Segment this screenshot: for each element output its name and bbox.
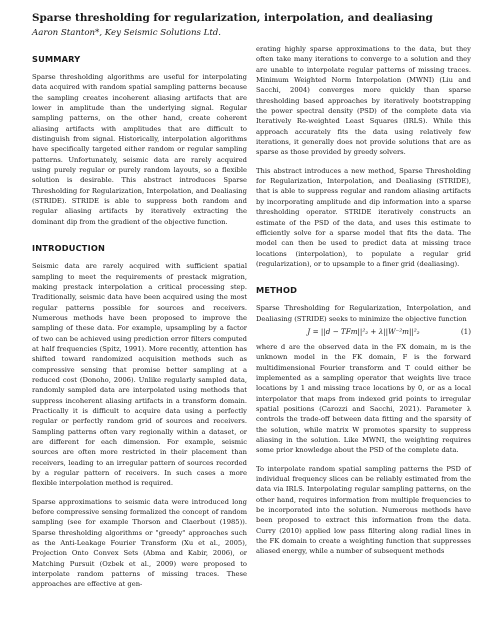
paper-author: Aaron Stanton*, Key Seismic Solutions Ltd. [32,28,222,38]
introduction-paragraph-3: erating highly sparse approximations to the data, but they often take many iterations to converge to a solution and they are unable to interpolate regular patterns of missing traces. Minimum Weighted Norm Interpolation (MWNI) (Liu and Sacchi, 2004) converges more quickly than sparse thresholding based approaches by iteratively bootstrapping the power spectral density (PSD) of the complete data via Iteratively Re-weighted Least Squares (IRLS). While this approach accurately fits the data using relatively few iterations, it generally does not provide solutions that are as sparse as those provided by greedy solvers. [256,45,471,157]
equation-number: (1) [460,326,471,336]
introduction-heading: INTRODUCTION [32,243,106,254]
method-heading: METHOD [256,285,298,296]
method-paragraph-2: where d are the observed data in the FX domain, m is the unknown model in the FK domain, F is the forward multidimensional Fourier transform and T could either be implemented as a sampling operator that weights live trace locations by 1 and missing trace locations by 0, or as a local interpolator that maps from indexed grid points to irregular spatial positions (Carozzi and Sacchi, 2021). Parameter λ controls the trade-off between data fitting and the sparsity of the solution, while matrix W promotes sparsity to suppress aliasing in the solution. Like MWNI, the weighting requires some prior knowledge about the PSD of the complete data. [256,342,471,455]
summary-paragraph: Sparse thresholding algorithms are useful for interpolating data acquired with random spatial sampling patterns because the sampling creates incoherent aliasing artifacts that are lower in amplitude than the underlying signal. Regular sampling patterns, on the other hand, create coherent aliasing artifacts with amplitudes that are difficult to distinguish from signal. Historically, interpolation algorithms have specifically targeted either random or regular sampling patterns. Unfortunately, seismic data are rarely acquired using purely regular or purely random layouts, so a flexible solution is desirable. This abstract introduces Sparse Thresholding for Regularization, Interpolation, and Dealiasing (STRIDE). STRIDE is able to suppress both random and regular aliasing artifacts by iteratively extracting the dominant dip from the gradient of the objective function. [32,73,247,226]
method-paragraph-1: Sparse Thresholding for Regularization, Interpolation, and Dealiasing (STRIDE) seeks to minimize the objective function [256,304,471,323]
right-column [256,44,471,557]
left-column [32,54,247,590]
paper-title: Sparse thresholding for regularization, interpolation, and dealiasing [32,12,433,24]
introduction-paragraph-2: Sparse approximations to seismic data were introduced long before compressive sensing formalized the concept of random sampling (see for example Thorson and Claerbout (1985)). Sparse thresholding algorithms or "greedy" approaches such as the Anti-Leakage Fourier Transform (Xu et al., 2005), Projection Onto Convex Sets (Abma and Kabir, 2006), or Matching Pursuit (Ozbek et al., 2009) were proposed to interpolate random patterns of missing traces. These approaches are effective at gen- [32,497,247,589]
introduction-paragraph-1: Seismic data are rarely acquired with sufficient spatial sampling to meet the requirements of prestack migration, making prestack interpolation a critical processing step. Traditionally, seismic data have been acquired using the most regular patterns possible for sources and receivers. Numerous methods have been proposed to improve the sampling of these data. For example, upsampling by a factor of two can be achieved using prediction error filters computed at half frequencies (Spitz, 1991). More recently, attention has shifted toward randomized acquisition methods such as compressive sensing that promise better sampling at a reduced cost (Donoho, 2006). Unlike regularly sampled data, randomly sampled data are interpolated using methods that suppress incoherent aliasing artifacts in a transform domain. Practically it is difficult to acquire data using a perfectly regular or perfectly random grid of sources and receivers. Sampling patterns often vary regionally within a dataset, or are different for each dimension. For example, seismic sources are often more restricted in their placement than receivers, leading to an irregular pattern of sources recorded by a regular pattern of receivers. In such cases a more flexible interpolation method is required. [32,262,247,488]
method-paragraph-3: To interpolate random spatial sampling patterns the PSD of individual frequency slices can be reliably estimated from the data via IRLS. Interpolating regular sampling patterns, on the other hand, requires information from multiple frequencies to be incorporated into the solution. Numerous methods have been proposed to extract this information from the data. Curry (2010) applied low pass filtering along radial lines in the FK domain to create a weighting function that suppresses aliased energy, while a number of subsequent methods [256,464,471,556]
equation-body: J = ||d − TFm||²₂ + λ||W⁻²m||²₂ [307,326,420,336]
summary-heading: SUMMARY [32,54,81,64]
objective-equation [256,326,471,338]
introduction-paragraph-4: This abstract introduces a new method, Sparse Thresholding for Regularization, Interpolation, and Dealiasing (STRIDE), that is able to suppress regular and random aliasing artifacts by incorporating amplitude and dip information into a sparse thresholding operator. STRIDE iteratively constructs an estimate of the PSD of the data, and uses this estimate to efficiently solve for a sparse model that fits the data. The model can then be used to predict data at missing trace locations (interpolation), to populate a regular grid (regularization), or to upsample to a finer grid (dealiasing). [256,166,471,268]
